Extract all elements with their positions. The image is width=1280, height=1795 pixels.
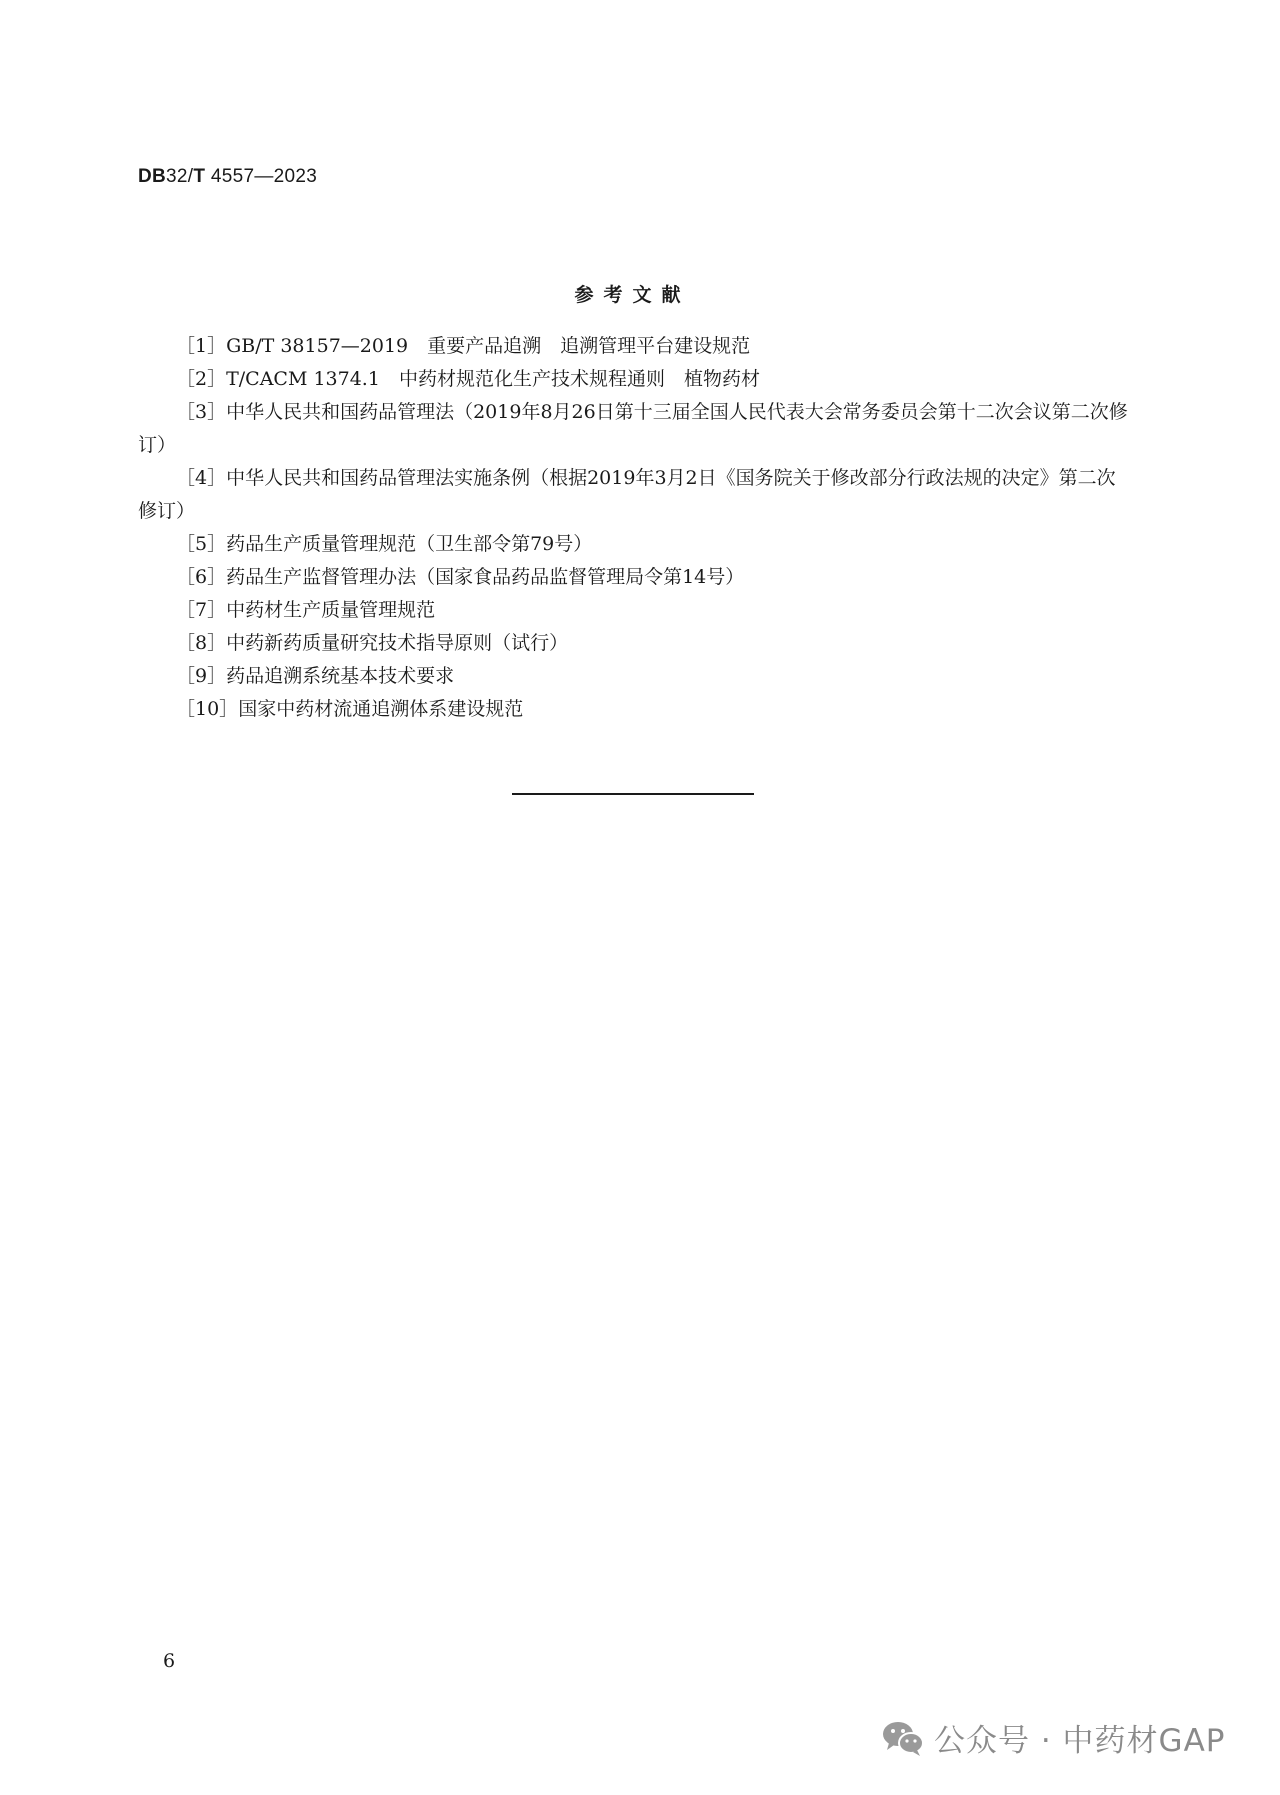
reference-item: [138, 396, 1128, 462]
reference-number: ［6］: [176, 566, 227, 588]
document-code-province: 32/: [166, 166, 194, 187]
reference-item: [138, 330, 1128, 363]
reference-text: 中药新药质量研究技术指导原则（试行）: [226, 632, 569, 654]
reference-text: 药品追溯系统基本技术要求: [226, 665, 455, 687]
reference-text: 药品生产监督管理办法（国家食品药品监督管理局令第14号）: [226, 566, 745, 588]
reference-number: ［7］: [176, 599, 227, 621]
reference-text: T/CACM 1374.1 中药材规范化生产技术规程通则 植物药材: [226, 368, 760, 390]
reference-text: 国家中药材流通追溯体系建设规范: [238, 698, 524, 720]
reference-list: [138, 330, 1128, 726]
reference-number: ［2］: [176, 368, 227, 390]
reference-number: ［3］: [176, 401, 227, 423]
reference-text: 中华人民共和国药品管理法实施条例（根据2019年3月2日《国务院关于修改部分行政法规的决定》第二次修订）: [138, 467, 1116, 522]
reference-text: GB/T 38157—2019 重要产品追溯 追溯管理平台建设规范: [226, 335, 751, 357]
document-code: [138, 166, 317, 188]
reference-item: [138, 561, 1128, 594]
reference-item: [138, 363, 1128, 396]
reference-item: [138, 462, 1128, 528]
reference-text: 中药材生产质量管理规范: [226, 599, 436, 621]
reference-text: 药品生产质量管理规范（卫生部令第79号）: [226, 533, 593, 555]
document-code-prefix: DB: [138, 166, 167, 187]
reference-text: 中华人民共和国药品管理法（2019年8月26日第十三届全国人民代表大会常务委员会第十二次会议第二次修订）: [138, 401, 1128, 456]
watermark: [880, 1715, 1225, 1760]
wechat-icon: [880, 1718, 926, 1758]
page-number: 6: [163, 1650, 176, 1672]
reference-number: ［1］: [176, 335, 227, 357]
reference-item: [138, 660, 1128, 693]
reference-number: ［5］: [176, 533, 227, 555]
reference-item: [138, 528, 1128, 561]
reference-item: [138, 594, 1128, 627]
reference-number: ［8］: [176, 632, 227, 654]
document-code-type: T: [193, 166, 206, 187]
reference-number: ［4］: [176, 467, 227, 489]
reference-item: [138, 627, 1128, 660]
end-divider: [512, 793, 754, 795]
watermark-text: 公众号 · 中药材GAP: [934, 1723, 1226, 1759]
reference-number: ［10］: [176, 698, 239, 720]
document-code-number: 4557—2023: [205, 166, 318, 187]
section-title: 参考文献: [574, 284, 691, 306]
reference-number: ［9］: [176, 665, 227, 687]
reference-item: [138, 693, 1128, 726]
